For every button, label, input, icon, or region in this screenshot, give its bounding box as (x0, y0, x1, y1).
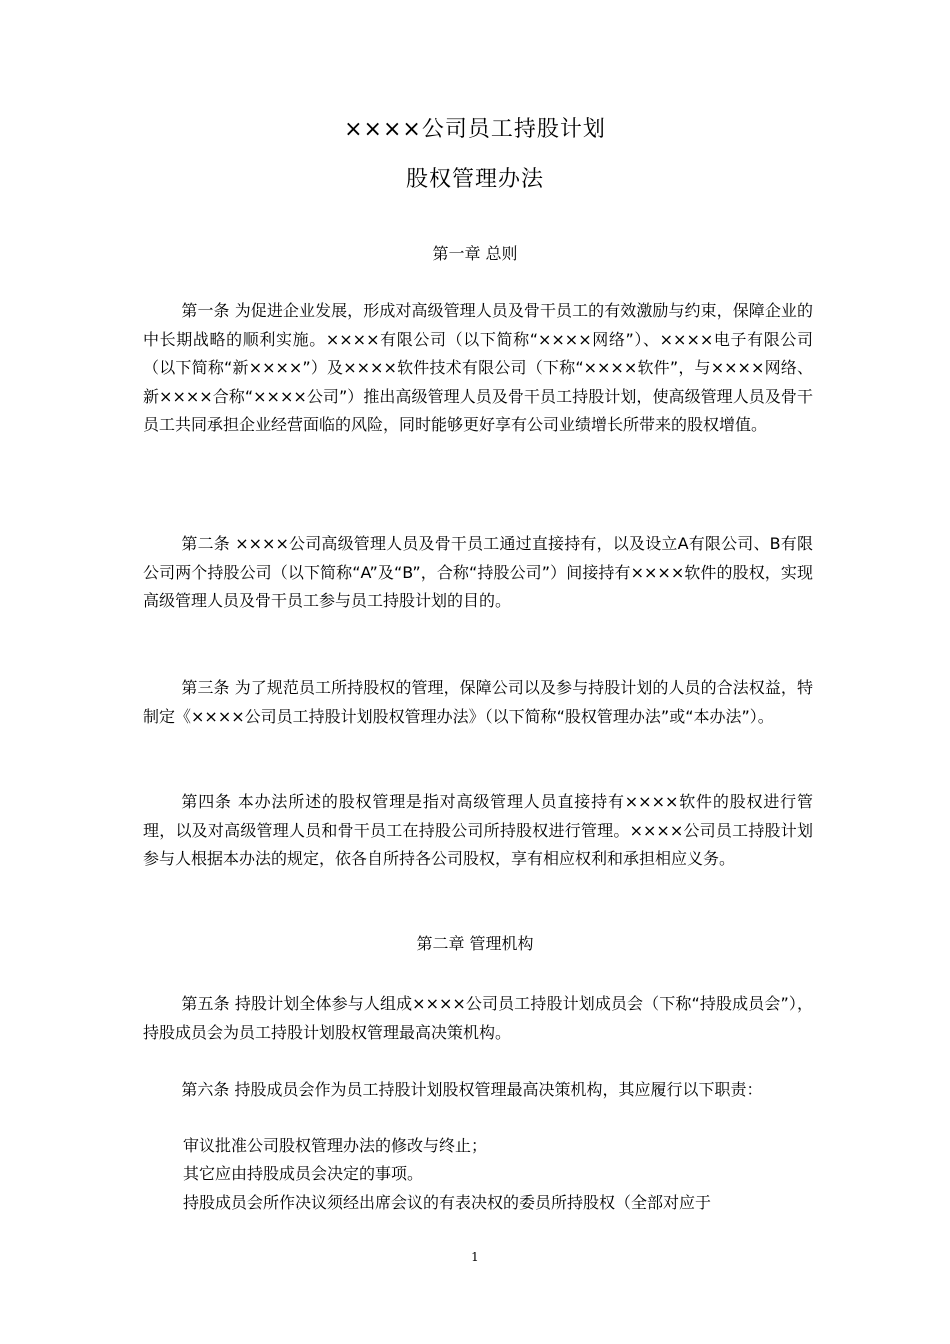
article-5: 第五条 持股计划全体参与人组成××××公司员工持股计划成员会（下称“持股成员会”），持股成员会为员工持股计划股权管理最高决策机构。 (143, 994, 813, 1042)
article-2: 第二条 ××××公司高级管理人员及骨干员工通过直接持有，以及设立A有限公司、B有限公司两个持股公司（以下简称“A”及“B”，合称“持股公司”）间接持有××××软件的股权，实现高级管理人员及骨干员工参与员工持股计划的目的。 (143, 534, 813, 611)
document-subtitle: 股权管理办法 (405, 167, 544, 192)
document-title: ××××公司员工持股计划 (344, 117, 606, 142)
article-4: 第四条 本办法所述的股权管理是指对高级管理人员直接持有××××软件的股权进行管理，以及对高级管理人员和骨干员工在持股公司所持股权进行管理。××××公司员工持股计划参与人根据本办法的规定，依各自所持各公司股权，享有相应权利和承担相应义务。 (143, 792, 813, 869)
article-3: 第三条 为了规范员工所持股权的管理，保障公司以及参与持股计划的人员的合法权益，特制定《××××公司员工持股计划股权管理办法》（以下简称“股权管理办法”或“本办法”）。 (143, 678, 813, 726)
article-1: 第一条 为促进企业发展，形成对高级管理人员及骨干员工的有效激励与约束，保障企业的中长期战略的顺利实施。××××有限公司（以下简称“××××网络”）、××××电子有限公司（以下简称“新××××”）及××××软件技术有限公司（下称“××××软件”，与××××网络、新××××合称“××××公司”）推出高级管理人员及骨干员工持股计划，使高级管理人员及骨干员工共同承担企业经营面临的风险，同时能够更好享有公司业绩增长所带来的股权增值。 (143, 301, 813, 435)
page-number: 1 (471, 1250, 479, 1264)
article-6: 第六条 持股成员会作为员工持股计划股权管理最高决策机构，其应履行以下职责： (181, 1080, 763, 1099)
paragraph-text: 持股成员会所作决议须经出席会议的有表决权的委员所持股权（全部对应于 (183, 1193, 712, 1212)
chapter-heading: 第二章 管理机构 (416, 934, 534, 953)
list-item: 其它应由持股成员会决定的事项。 (183, 1164, 424, 1183)
chapter-heading: 第一章 总则 (432, 244, 518, 263)
list-item: 审议批准公司股权管理办法的修改与终止； (183, 1136, 488, 1155)
